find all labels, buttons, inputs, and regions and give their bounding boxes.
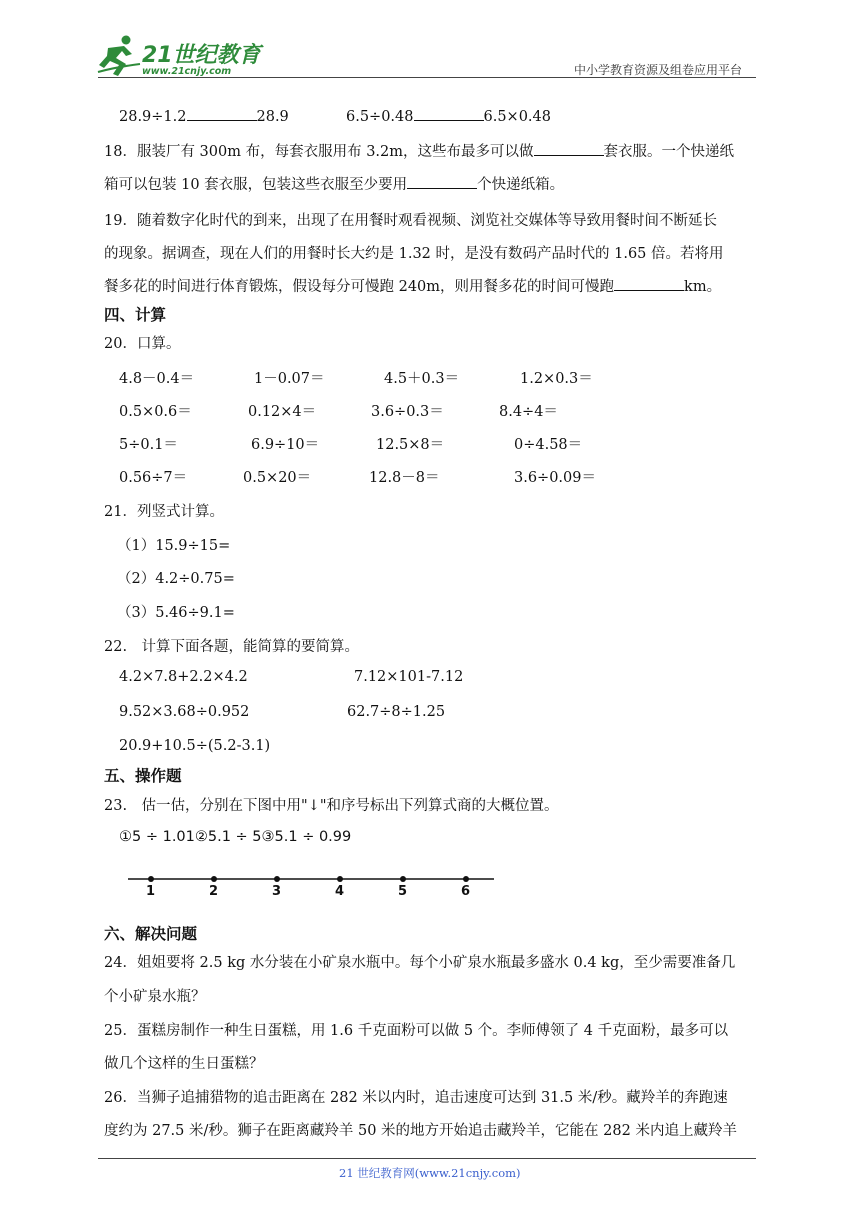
- q21-title: 21．列竖式计算。: [104, 504, 224, 520]
- compare-b: [346, 106, 551, 125]
- q20-r4c1: 0.56÷7＝: [119, 470, 188, 486]
- q19-line2: 的现象。据调查，现在人们的用餐时长大约是 1.32 时，是没有数码产品时代的 1.65 倍。若将用: [104, 246, 724, 262]
- q25-line1: 25．蛋糕房制作一种生日蛋糕，用 1.6 千克面粉可以做 5 个。李师傅领了 4 千克面粉，最多可以: [104, 1023, 729, 1039]
- q20-r1c3: 4.5＋0.3＝: [384, 371, 460, 387]
- q19-text: 餐多花的时间进行体育锻炼，假设每分可慢跑 240m，则用餐多花的时间可慢跑: [104, 279, 615, 295]
- header-logo: [96, 34, 261, 78]
- compare-a-right: 28.9: [256, 109, 289, 125]
- q18-text: 箱可以包装 10 套衣服，包装这些衣服至少要用: [104, 177, 408, 193]
- answer-blank[interactable]: [534, 141, 604, 156]
- compare-b-left: 6.5÷0.48: [346, 109, 414, 125]
- logo-url: www.21cnjy.com: [142, 66, 232, 77]
- q18-text: 套衣服。一个快递纸: [603, 144, 735, 160]
- q20-r2c2: 0.12×4＝: [248, 404, 317, 420]
- platform-name: 中小学教育资源及组卷应用平台: [574, 63, 743, 77]
- answer-blank[interactable]: [187, 106, 257, 121]
- q18-line1: [104, 140, 734, 161]
- compare-b-right: 6.5×0.48: [483, 109, 551, 125]
- q20-r3c2: 6.9÷10＝: [251, 437, 320, 453]
- tick-label-4: 4: [335, 884, 345, 899]
- logo-text: 21世纪教育: [142, 43, 261, 68]
- number-line[interactable]: [124, 866, 496, 906]
- q24-line1: 24．姐姐要将 2.5 kg 水分装在小矿泉水瓶中。每个小矿泉水瓶最多盛水 0.4 kg，至少需要准备几: [104, 955, 736, 971]
- compare-a: [119, 106, 289, 125]
- q22-item-5: 20.9+10.5÷(5.2-3.1): [119, 738, 271, 754]
- tick-dot: [463, 876, 469, 882]
- q25-line2: 做几个这样的生日蛋糕？: [104, 1056, 264, 1072]
- q23-title: 23. 估一估，分别在下图中用"↓"和序号标出下列算式商的大概位置。: [104, 798, 559, 814]
- q21-item-3: （3）5.46÷9.1=: [117, 605, 235, 621]
- section-heading-4: 四、计算: [104, 306, 167, 324]
- tick-dot: [211, 876, 217, 882]
- footer-link[interactable]: 21 世纪教育网(www.21cnjy.com): [339, 1166, 521, 1180]
- q24-line2: 个小矿泉水瓶？: [104, 989, 206, 1005]
- answer-blank[interactable]: [614, 276, 684, 291]
- tick-label-6: 6: [461, 884, 471, 899]
- q20-r3c1: 5÷0.1＝: [119, 437, 178, 453]
- q20-r1c1: 4.8－0.4＝: [119, 371, 195, 387]
- q20-r2c1: 0.5×0.6＝: [119, 404, 192, 420]
- q20-r4c4: 3.6÷0.09＝: [514, 470, 596, 486]
- answer-blank[interactable]: [407, 174, 477, 189]
- q19-text: km。: [684, 279, 722, 295]
- q26-line1: 26．当狮子追捕猎物的追击距离在 282 米以内时，追击速度可达到 31.5 米/秒。藏羚羊的奔跑速: [104, 1090, 728, 1106]
- q21-item-2: （2）4.2÷0.75=: [117, 571, 235, 587]
- tick-dot: [274, 876, 280, 882]
- q20-r1c4: 1.2×0.3＝: [520, 371, 593, 387]
- q22-title: 22. 计算下面各题，能简算的要简算。: [104, 639, 360, 655]
- section-heading-6: 六、解决问题: [104, 925, 198, 943]
- q18-text: 个快递纸箱。: [477, 177, 565, 193]
- runner-logo-icon: [96, 34, 142, 78]
- q23-formula: ①5 ÷ 1.01②5.1 ÷ 5③5.1 ÷ 0.99: [119, 829, 352, 845]
- q20-r2c3: 3.6÷0.3＝: [371, 404, 444, 420]
- q20-title: 20．口算。: [104, 336, 181, 352]
- q19-line3: [104, 275, 721, 296]
- q20-r2c4: 8.4÷4＝: [499, 404, 558, 420]
- tick-label-1: 1: [146, 884, 156, 899]
- q20-r3c3: 12.5×8＝: [376, 437, 445, 453]
- q20-r4c2: 0.5×20＝: [243, 470, 312, 486]
- q18-line2: [104, 173, 564, 194]
- q22-item-1: 4.2×7.8+2.2×4.2: [119, 669, 248, 685]
- section-heading-5: 五、操作题: [104, 767, 182, 785]
- q20-r4c3: 12.8－8＝: [369, 470, 440, 486]
- q20-r3c4: 0÷4.58＝: [514, 437, 583, 453]
- q26-line2: 度约为 27.5 米/秒。狮子在距离藏羚羊 50 米的地方开始追击藏羚羊，它能在 282 米内追上藏羚羊: [104, 1123, 737, 1139]
- q19-line1: 19．随着数字化时代的到来，出现了在用餐时观看视频、浏览社交媒体等导致用餐时间不断延长: [104, 213, 717, 229]
- tick-dot: [400, 876, 406, 882]
- compare-a-left: 28.9÷1.2: [119, 109, 187, 125]
- tick-dot: [148, 876, 154, 882]
- answer-blank[interactable]: [414, 106, 484, 121]
- tick-dot: [337, 876, 343, 882]
- q18-text: 18．服装厂有 300m 布，每套衣服用布 3.2m，这些布最多可以做: [104, 144, 534, 160]
- tick-label-5: 5: [398, 884, 408, 899]
- header-divider: [98, 77, 756, 78]
- q20-r1c2: 1－0.07＝: [254, 371, 325, 387]
- q22-item-2: 7.12×101-7.12: [354, 669, 464, 685]
- tick-label-3: 3: [272, 884, 282, 899]
- q22-item-3: 9.52×3.68÷0.952: [119, 704, 250, 720]
- q21-item-1: （1）15.9÷15=: [117, 538, 231, 554]
- tick-label-2: 2: [209, 884, 219, 899]
- q22-item-4: 62.7÷8÷1.25: [347, 704, 446, 720]
- footer-divider: [98, 1158, 756, 1159]
